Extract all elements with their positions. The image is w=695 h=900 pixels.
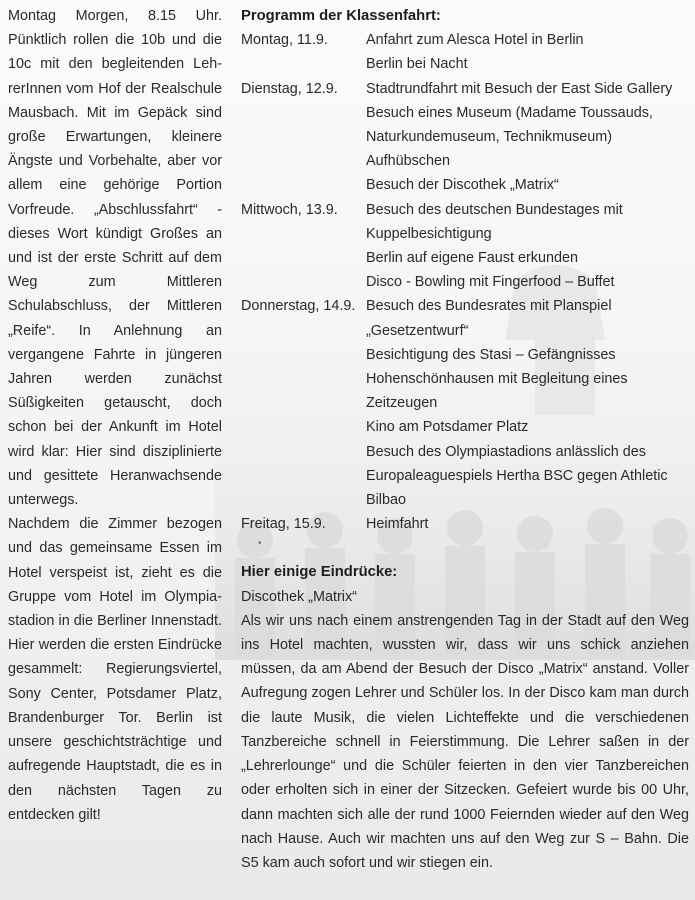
day-label: Mittwoch, 13.9. (241, 201, 338, 218)
schedule-item: Bilbao (366, 492, 407, 509)
program-schedule (241, 28, 689, 536)
schedule-day-friday (241, 512, 689, 536)
impressions-subheading: Discothek „Matrix“ (241, 588, 357, 605)
schedule-item: Besuch des Olympiastadions anlässlich des (366, 443, 646, 460)
schedule-item: Berlin bei Nacht (366, 56, 468, 73)
day-label: Montag, 11.9. (241, 32, 328, 49)
day-items (366, 294, 689, 512)
schedule-day-monday (241, 28, 689, 76)
schedule-item: Europaleaguespiels Hertha BSC gegen Athletic (366, 467, 668, 484)
day-items (366, 77, 689, 198)
day-items (366, 28, 689, 76)
right-column (241, 4, 689, 875)
schedule-item: Zeitzeugen (366, 395, 438, 412)
schedule-item: Besuch eines Museum (Madame Toussauds, (366, 104, 653, 121)
schedule-item: Stadtrundfahrt mit Besuch der East Side Gallery (366, 80, 673, 97)
day-label: Freitag, 15.9. (241, 516, 326, 533)
day-label: Donnerstag, 14.9. (241, 298, 356, 315)
schedule-item: Berlin auf eigene Faust erkunden (366, 250, 579, 267)
schedule-day-wednesday (241, 198, 689, 295)
schedule-day-thursday (241, 294, 689, 512)
schedule-item: Aufhübschen (366, 153, 451, 170)
day-label: Dienstag, 12.9. (241, 80, 338, 97)
program-heading: Programm der Klassenfahrt: (241, 8, 441, 24)
schedule-day-tuesday (241, 77, 689, 198)
schedule-item: Heimfahrt (366, 516, 429, 533)
city-paragraph: Nachdem die Zimmer bezogen und das gemeinsame Essen im Hotel verspeist ist, zieht es die Gruppe vom Hotel im Olympiastadion in die Berliner Innenstadt. Hier werden die ersten Eindrücke gesammelt: Regierungsviertel, Sony Center, Potsdamer Platz, Brandenburger Tor. Berlin ist unsere geschichtsträchtige und aufregende Hauptstadt, die es in den nächsten Tagen zu entdecken gilt! (8, 516, 222, 823)
intro-paragraph: Montag Morgen, 8.15 Uhr. Pünktlich rollen die 10b und die 10c mit den begleitenden LehrerInnen vom Hof der Realschule Mausbach. Mit im Gepäck sind große Erwartungen, kleinere Ängste und Vorbehalte, aber vor allem eine gehörige Portion Vorfreude. „Abschlussfahrt“ - dieses Wort kündigt Großes an und ist der erste Schritt auf dem Weg zum Mittleren Schulabschluss, der Mittleren „Reife“. In Anlehnung an vergangene Fahrte in jüngeren Jahren werden zunächst Süßigkeiten getauscht, doch schon bei der Ankunft im Hotel wird klar: Hier sind disziplinierte und gesittete Heranwachsende unterwegs. (8, 8, 222, 509)
schedule-item: Besichtigung des Stasi – Gefängnisses (366, 346, 616, 363)
schedule-item: Kuppelbesichtigung (366, 225, 492, 242)
impressions-text: Als wir uns nach einem anstrengenden Tag in der Stadt auf den Weg ins Hotel machten, wussten wir, dass wir uns schick anziehen müssen, da am Abend der Besuch der Disco „Matrix“ anstand. Voller Aufregung zogen Lehrer und Schüler los. In der Disco kam man durch die laute Musik, die vielen Lichteffekte und die verschiedenen Tanzbereiche schnell in Feierstimmung. Die Lehrer saßen in der „Lehrerlounge“ und die Schüler feierten in den vier Tanzbereichen oder erholten sich in einer der Sitzecken. Gefeiert wurde bis 00 Uhr, dann machten sich alle der rund 1000 Feiernden wieder auf den Weg nach Hause. Auch wir machten uns auf den Weg zur S – Bahn. Die S5 kam auch sofort und wir stiegen ein. (241, 612, 689, 871)
schedule-item: Disco - Bowling mit Fingerfood – Buffet (366, 274, 615, 291)
schedule-item: „Gesetzentwurf“ (366, 322, 469, 339)
dot-glyph: • (258, 538, 262, 550)
schedule-item: Hohenschönhausen mit Begleitung eines (366, 371, 628, 388)
day-items (366, 512, 689, 536)
schedule-item: Anfahrt zum Alesca Hotel in Berlin (366, 32, 584, 49)
stray-mark (241, 536, 689, 560)
day-items (366, 198, 689, 295)
schedule-item: Naturkundemuseum, Technikmuseum) (366, 129, 613, 146)
schedule-item: Kino am Potsdamer Platz (366, 419, 529, 436)
schedule-item: Besuch des deutschen Bundestages mit (366, 201, 623, 218)
left-column-article (8, 4, 222, 827)
schedule-item: Besuch der Discothek „Matrix“ (366, 177, 559, 194)
schedule-item: Besuch des Bundesrates mit Planspiel (366, 298, 612, 315)
impressions-heading: Hier einige Eindrücke: (241, 564, 398, 581)
